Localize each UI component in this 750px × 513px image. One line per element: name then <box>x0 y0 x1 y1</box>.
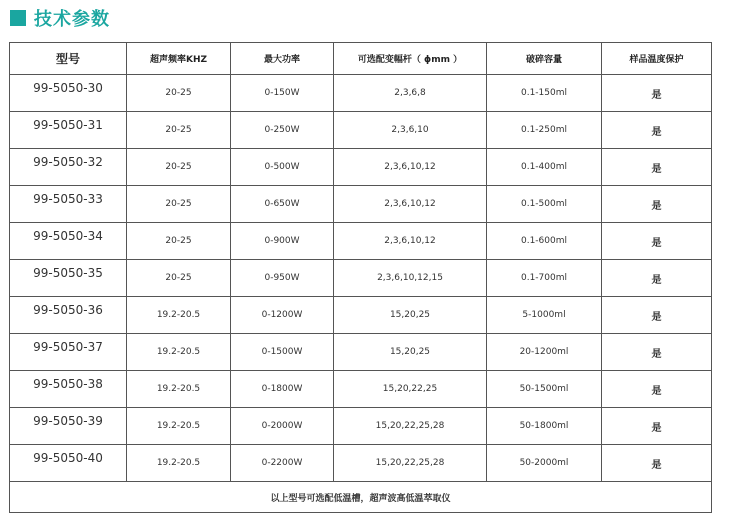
cell-horn-options: 2,3,6,8 <box>334 75 487 112</box>
cell-frequency: 20-25 <box>127 112 231 149</box>
square-bullet-icon <box>10 10 26 26</box>
cell-capacity: 20-1200ml <box>487 334 602 371</box>
cell-frequency: 19.2-20.5 <box>127 408 231 445</box>
cell-capacity: 50-1500ml <box>487 371 602 408</box>
cell-temp-protection: 是 <box>602 112 712 149</box>
table-row <box>10 186 712 223</box>
cell-capacity: 0.1-250ml <box>487 112 602 149</box>
cell-max-power: 0-500W <box>231 149 334 186</box>
cell-capacity: 0.1-600ml <box>487 223 602 260</box>
cell-frequency: 19.2-20.5 <box>127 445 231 482</box>
cell-model: 99-5050-33 <box>10 186 127 223</box>
cell-temp-protection: 是 <box>602 75 712 112</box>
cell-horn-options: 15,20,22,25,28 <box>334 408 487 445</box>
cell-model: 99-5050-35 <box>10 260 127 297</box>
cell-horn-options: 15,20,22,25 <box>334 371 487 408</box>
table-row <box>10 149 712 186</box>
cell-capacity: 5-1000ml <box>487 297 602 334</box>
table-body <box>10 75 712 482</box>
table-header-row <box>10 43 712 75</box>
table-row <box>10 75 712 112</box>
section-title: 技术参数 <box>34 9 110 30</box>
cell-horn-options: 2,3,6,10,12 <box>334 149 487 186</box>
cell-temp-protection: 是 <box>602 334 712 371</box>
table-row <box>10 223 712 260</box>
cell-horn-options: 15,20,25 <box>334 334 487 371</box>
cell-max-power: 0-1200W <box>231 297 334 334</box>
cell-horn-options: 2,3,6,10 <box>334 112 487 149</box>
table-row <box>10 445 712 482</box>
cell-max-power: 0-1500W <box>231 334 334 371</box>
cell-frequency: 20-25 <box>127 260 231 297</box>
cell-horn-options: 2,3,6,10,12 <box>334 223 487 260</box>
cell-frequency: 20-25 <box>127 223 231 260</box>
cell-frequency: 19.2-20.5 <box>127 371 231 408</box>
cell-model: 99-5050-30 <box>10 75 127 112</box>
spec-table <box>9 42 712 513</box>
column-header-frequency: 超声频率KHZ <box>127 43 231 75</box>
cell-horn-options: 15,20,25 <box>334 297 487 334</box>
cell-max-power: 0-150W <box>231 75 334 112</box>
cell-horn-options: 15,20,22,25,28 <box>334 445 487 482</box>
table-row <box>10 112 712 149</box>
cell-horn-options: 2,3,6,10,12 <box>334 186 487 223</box>
cell-model: 99-5050-32 <box>10 149 127 186</box>
cell-temp-protection: 是 <box>602 260 712 297</box>
cell-frequency: 19.2-20.5 <box>127 334 231 371</box>
cell-max-power: 0-2000W <box>231 408 334 445</box>
column-header-max-power: 最大功率 <box>231 43 334 75</box>
cell-frequency: 19.2-20.5 <box>127 297 231 334</box>
cell-max-power: 0-250W <box>231 112 334 149</box>
table-footnote: 以上型号可选配低温槽，超声波高低温萃取仪 <box>10 482 712 513</box>
cell-capacity: 0.1-500ml <box>487 186 602 223</box>
table-row <box>10 297 712 334</box>
cell-max-power: 0-900W <box>231 223 334 260</box>
cell-max-power: 0-950W <box>231 260 334 297</box>
cell-temp-protection: 是 <box>602 186 712 223</box>
cell-capacity: 0.1-700ml <box>487 260 602 297</box>
cell-capacity: 50-1800ml <box>487 408 602 445</box>
cell-capacity: 0.1-400ml <box>487 149 602 186</box>
cell-model: 99-5050-39 <box>10 408 127 445</box>
table-row <box>10 260 712 297</box>
cell-model: 99-5050-31 <box>10 112 127 149</box>
cell-temp-protection: 是 <box>602 149 712 186</box>
cell-model: 99-5050-40 <box>10 445 127 482</box>
cell-temp-protection: 是 <box>602 445 712 482</box>
cell-temp-protection: 是 <box>602 408 712 445</box>
column-header-capacity: 破碎容量 <box>487 43 602 75</box>
cell-capacity: 50-2000ml <box>487 445 602 482</box>
cell-model: 99-5050-38 <box>10 371 127 408</box>
column-header-horn-options: 可选配变幅杆（ ϕmm ） <box>334 43 487 75</box>
cell-temp-protection: 是 <box>602 297 712 334</box>
table-row <box>10 408 712 445</box>
column-header-temp-protection: 样品温度保护 <box>602 43 712 75</box>
cell-model: 99-5050-34 <box>10 223 127 260</box>
cell-frequency: 20-25 <box>127 149 231 186</box>
cell-model: 99-5050-37 <box>10 334 127 371</box>
cell-model: 99-5050-36 <box>10 297 127 334</box>
table-row <box>10 334 712 371</box>
cell-max-power: 0-1800W <box>231 371 334 408</box>
cell-max-power: 0-2200W <box>231 445 334 482</box>
cell-temp-protection: 是 <box>602 371 712 408</box>
table-row <box>10 371 712 408</box>
cell-capacity: 0.1-150ml <box>487 75 602 112</box>
cell-frequency: 20-25 <box>127 75 231 112</box>
cell-temp-protection: 是 <box>602 223 712 260</box>
section-header <box>10 6 110 30</box>
column-header-model: 型号 <box>10 43 127 75</box>
table-footnote-row <box>10 482 712 513</box>
cell-frequency: 20-25 <box>127 186 231 223</box>
cell-horn-options: 2,3,6,10,12,15 <box>334 260 487 297</box>
cell-max-power: 0-650W <box>231 186 334 223</box>
